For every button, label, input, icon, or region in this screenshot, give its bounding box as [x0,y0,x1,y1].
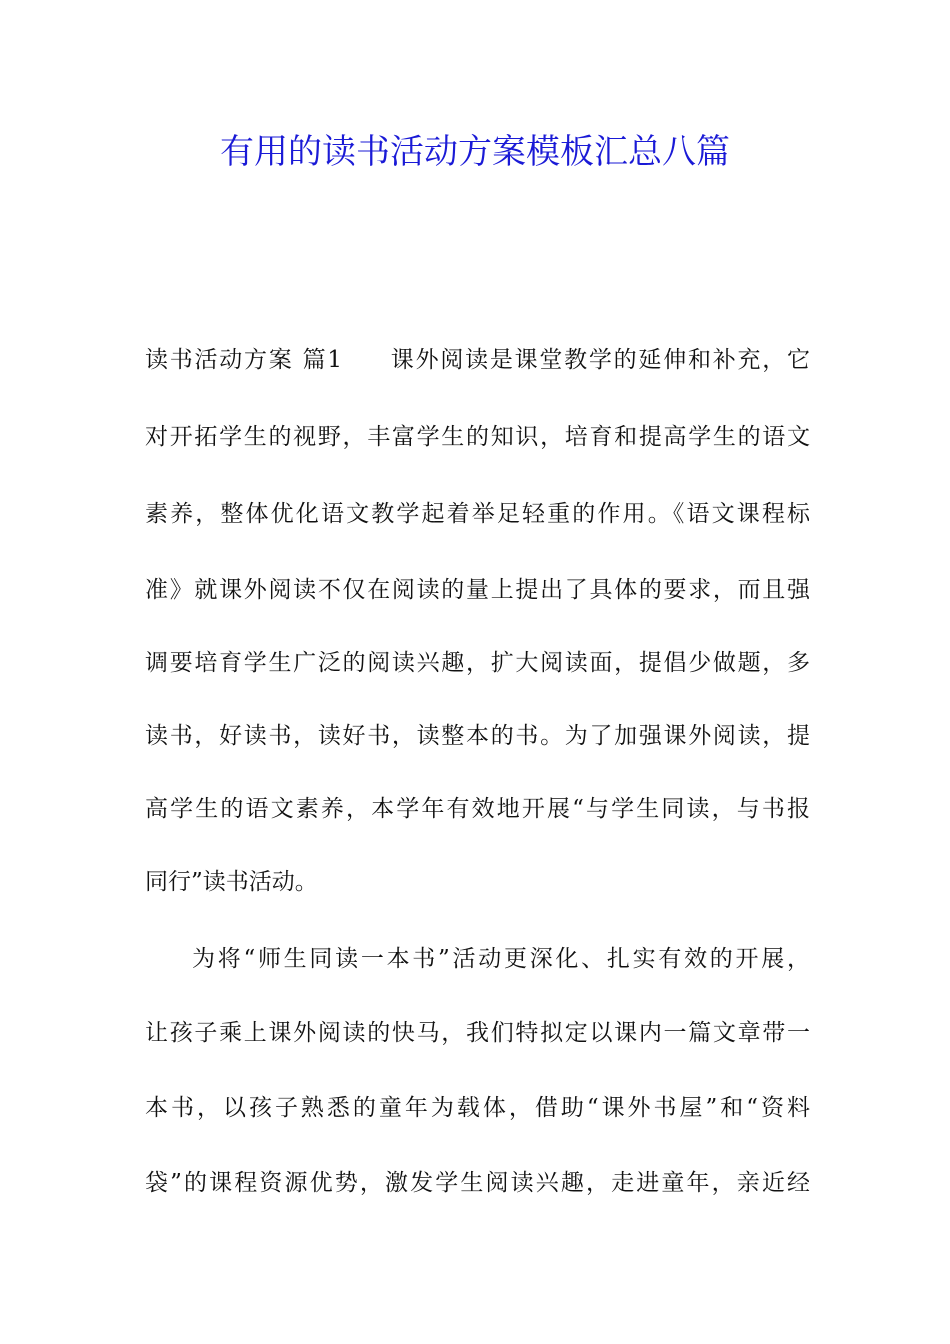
paragraph-1-line-6: 读书，好读书，读好书，读整本的书。为了加强课外阅读，提 [145,723,810,749]
paragraph-1-line-4: 准》就课外阅读不仅在阅读的量上提出了具体的要求，而且强 [145,577,810,603]
paragraph-1-line-7: 高学生的语文素养，本学年有效地开展“与学生同读，与书报 [145,796,810,822]
paragraph-2-line-4: 袋”的课程资源优势，激发学生阅读兴趣，走进童年，亲近经 [145,1170,810,1196]
document-title: 有用的读书活动方案模板汇总八篇 [220,132,730,172]
paragraph-1-text-1: 课外阅读是课堂教学的延伸和补充，它 [389,347,810,373]
paragraph-2-line-2: 让孩子乘上课外阅读的快马，我们特拟定以课内一篇文章带一 [145,1020,810,1046]
paragraph-1-line-1 [145,340,810,380]
paragraph-1-line-2: 对开拓学生的视野，丰富学生的知识，培育和提高学生的语文 [145,424,810,450]
paragraph-1-line-5: 调要培育学生广泛的阅读兴趣，扩大阅读面，提倡少做题，多 [145,650,810,676]
section-label: 读书活动方案 篇1 [145,347,343,373]
paragraph-1-line-3: 素养，整体优化语文教学起着举足轻重的作用。《语文课程标 [145,501,810,527]
paragraph-2-line-3: 本书，以孩子熟悉的童年为载体，借助“课外书屋”和“资料 [145,1095,810,1121]
paragraph-1-line-8: 同行”读书活动。 [145,869,318,895]
paragraph-2-line-1: 为将“师生同读一本书”活动更深化、扎实有效的开展， [192,946,810,972]
